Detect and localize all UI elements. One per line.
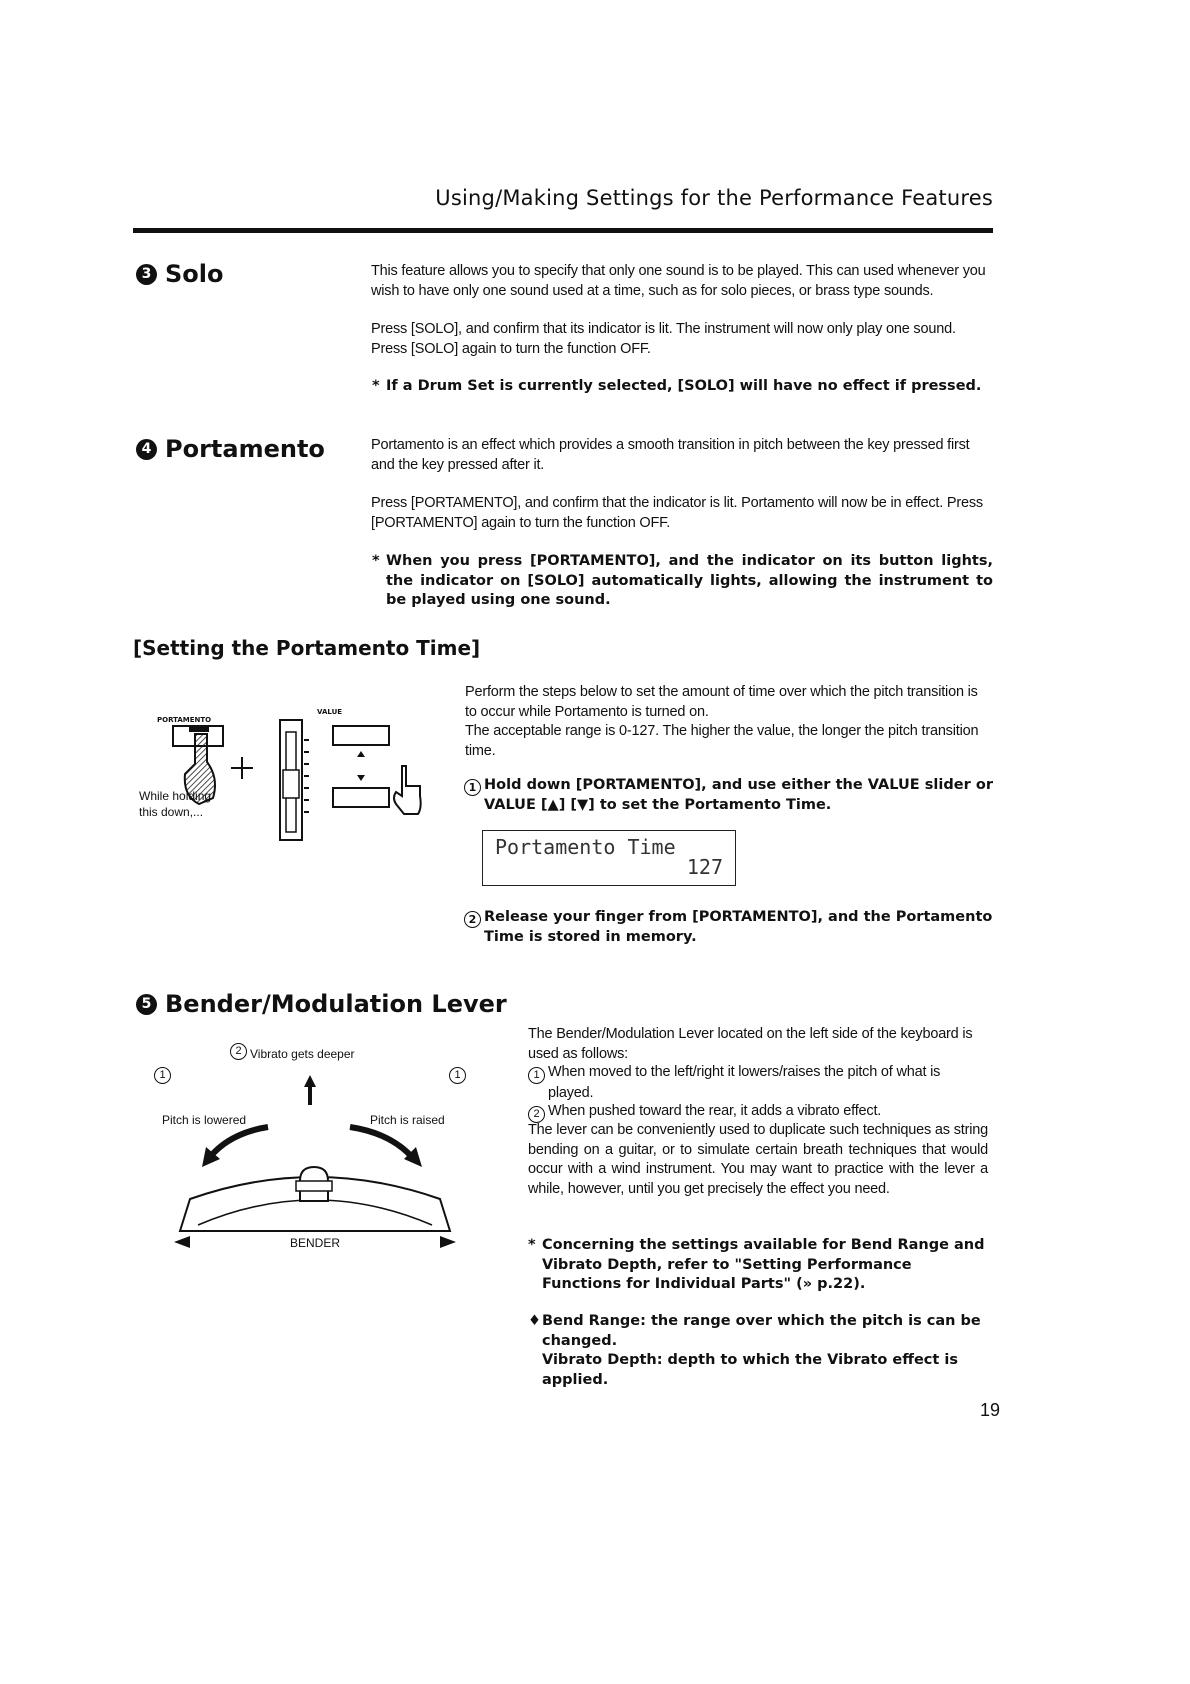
time-step-1: 1 Hold down [PORTAMENTO], and use either the VALUE slider or VALUE [▲] [▼] to set the Portamento Time.	[484, 776, 993, 816]
solo-note: * If a Drum Set is currently selected, [SOLO] will have no effect if pressed.	[372, 378, 982, 394]
fig-c1-left: 1	[154, 1065, 174, 1084]
bender-definitions	[528, 1312, 990, 1390]
section-bender-heading	[136, 990, 507, 1018]
bender-paragraph-1: The Bender/Modulation Lever located on the left side of the keyboard is used as follows:	[528, 1026, 973, 1062]
solo-paragraph-2: Press [SOLO], and confirm that its indicator is lit. The instrument will now only play one sound. Press [SOLO] again to turn the function OFF.	[371, 321, 956, 357]
definition-vibrato-depth: Vibrato Depth: depth to which the Vibrato effect is applied.	[542, 1352, 958, 1388]
item-number-1: 1	[528, 1067, 545, 1084]
item-number-2: 2	[528, 1106, 545, 1123]
portamento-note: * When you press [PORTAMENTO], and the indicator on its button lights, the indicator on [SOLO] automatically lights, allowing the instrument to be played using one sound.	[372, 553, 993, 608]
definition-bend-range: ♦Bend Range: the range over which the pitch is can be changed.	[528, 1313, 981, 1349]
section-title: Portamento	[165, 435, 325, 463]
bender-paragraph-2: The lever can be conveniently used to duplicate such techniques as string bending on a guitar, or to simulate certain breath techniques that would occur with a wind instrument. You may want to practice with the lever a while, however, until you get precisely the effect you need.	[528, 1122, 988, 1197]
fig-raised-label: Pitch is raised	[370, 1113, 445, 1127]
figure-drawing	[135, 700, 435, 845]
step-number-1: 1	[464, 779, 481, 796]
bender-item-1: 1 When moved to the left/right it lowers/raises the pitch of what is played.	[548, 1063, 988, 1104]
number-badge: 4	[136, 439, 157, 460]
note-text: Concerning the settings available for Bend Range and Vibrato Depth, refer to "Setting Performance Functions for Individual Parts" (» p.22).	[542, 1237, 985, 1292]
page-number: 19	[980, 1400, 1001, 1420]
fig-c1-right: 1	[449, 1065, 469, 1084]
fig-vibrato-label: 2 Vibrato gets deeper	[230, 1041, 355, 1061]
bender-item-2: 2 When pushed toward the rear, it adds a vibrato effect.	[548, 1102, 988, 1123]
fig-caption: While holding this down,...	[139, 789, 212, 819]
subsection-title: [Setting the Portamento Time]	[133, 636, 481, 660]
fig-label-value: VALUE	[317, 708, 343, 716]
portamento-button-figure	[135, 700, 435, 845]
step-number-2: 2	[464, 911, 481, 928]
header-rule	[133, 228, 993, 233]
solo-paragraph-1: This feature allows you to specify that only one sound is to be played. This can used whenever you wish to have only one sound used at a time, such as for solo pieces, or brass type sounds.	[371, 263, 986, 299]
section-solo-heading	[136, 260, 224, 288]
section-title: Solo	[165, 260, 224, 288]
lcd-display	[482, 830, 736, 886]
time-step-2: 2 Release your finger from [PORTAMENTO], and the Portamento Time is stored in memory.	[484, 908, 993, 948]
bender-note: * Concerning the settings available for Bend Range and Vibrato Depth, refer to "Setting Performance Functions for Individual Parts" (» p.22).	[528, 1237, 985, 1292]
number-badge: 3	[136, 264, 157, 285]
fig-bender-label: BENDER	[290, 1236, 341, 1250]
lcd-line-1: Portamento Time	[495, 835, 676, 859]
lcd-line-2: 127	[686, 855, 723, 879]
portamento-paragraph-1: Portamento is an effect which provides a smooth transition in pitch between the key pressed first and the key pressed after it.	[371, 437, 970, 473]
figure-drawing	[150, 1035, 480, 1255]
section-portamento-heading	[136, 435, 325, 463]
note-text: If a Drum Set is currently selected, [SOLO] will have no effect if pressed.	[386, 378, 982, 394]
portamento-paragraph-2: Press [PORTAMENTO], and confirm that the indicator is lit. Portamento will now be in effect. Press [PORTAMENTO] again to turn the function OFF.	[371, 495, 983, 531]
number-badge: 5	[136, 994, 157, 1015]
bender-lever-figure	[150, 1035, 480, 1255]
time-paragraph-2: The acceptable range is 0-127. The higher the value, the longer the pitch transition time.	[465, 723, 979, 759]
time-paragraph-1: Perform the steps below to set the amount of time over which the pitch transition is to occur while Portamento is turned on.	[465, 684, 978, 720]
fig-lowered-label: Pitch is lowered	[162, 1113, 247, 1127]
fig-label-portamento: PORTAMENTO	[157, 716, 212, 724]
running-header: Using/Making Settings for the Performance Features	[435, 186, 993, 210]
note-text: When you press [PORTAMENTO], and the indicator on its button lights, the indicator on [SOLO] automatically lights, allowing the instrument to be played using one sound.	[386, 553, 993, 608]
section-title: Bender/Modulation Lever	[165, 990, 507, 1018]
